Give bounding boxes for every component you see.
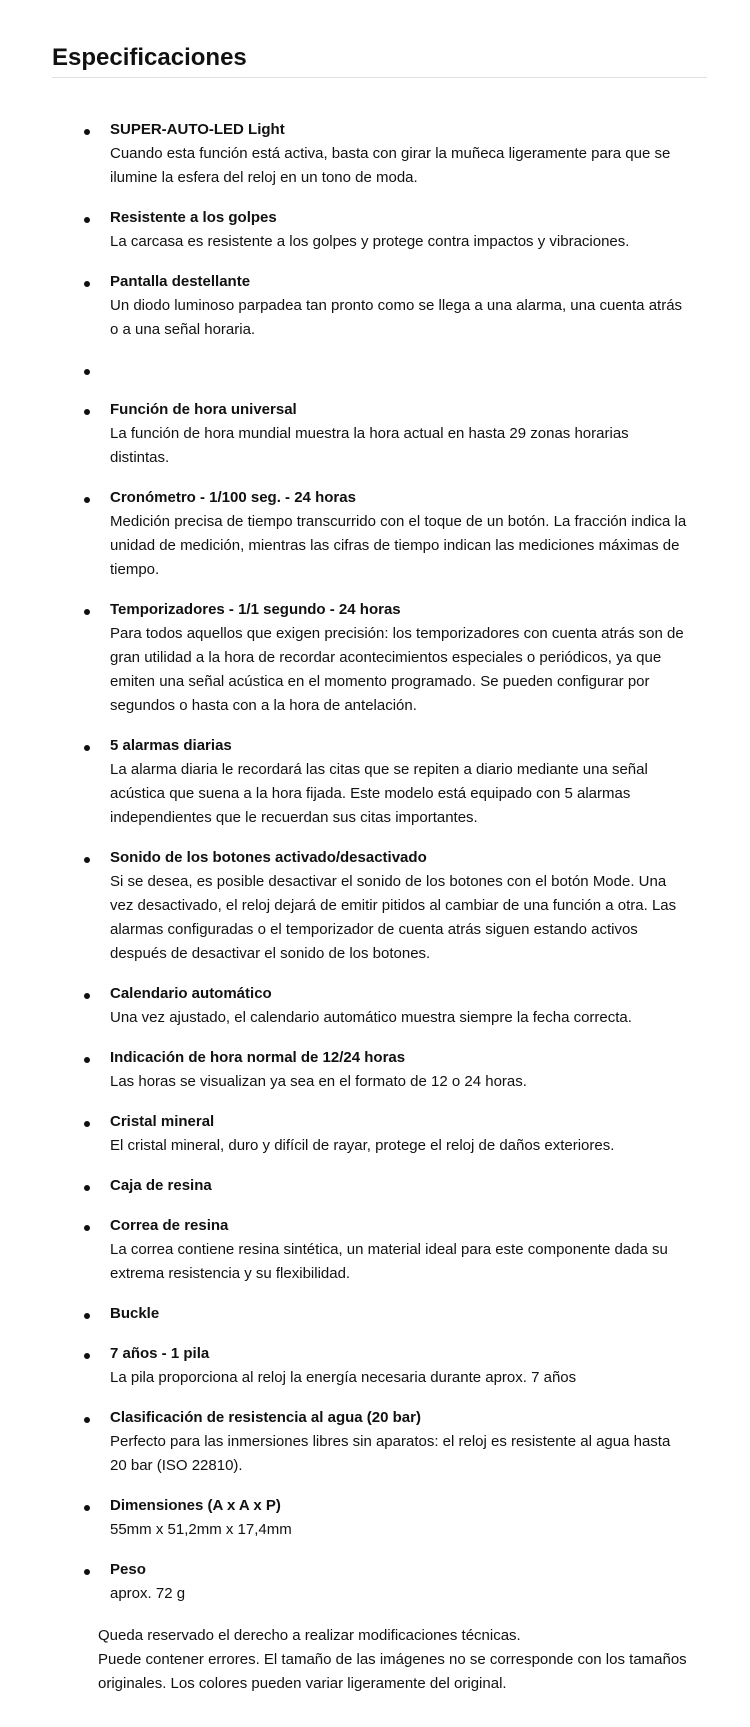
spec-title: 5 alarmas diarias (110, 737, 232, 754)
bullet-icon (84, 1185, 90, 1191)
spec-description: Para todos aquellos que exigen precisión: los temporizadores con cuenta atrás son de gran utilidad a la hora de recordar acontecimientos especiales o periódicos, ya que emiten una señal acústica en el momento programado. Se pueden configurar por segundos o hasta con a la hora de antelación. (110, 625, 684, 714)
spec-description: Medición precisa de tiempo transcurrido con el toque de un botón. La fracción indica la unidad de medición, mientras las cifras de tiempo indican las mediciones máximas de tiempo. (110, 513, 687, 578)
spec-title: Pantalla destellante (110, 273, 251, 290)
spec-item (110, 846, 690, 966)
bullet-icon (84, 1569, 90, 1575)
spec-title: Indicación de hora normal de 12/24 horas (110, 1049, 406, 1066)
title-divider (52, 77, 707, 78)
spec-item (110, 1558, 690, 1606)
spec-title: Clasificación de resistencia al agua (20 bar) (110, 1409, 421, 1426)
spec-item (110, 734, 690, 830)
spec-item (110, 398, 690, 470)
spec-item (110, 206, 690, 254)
bullet-icon (84, 409, 90, 415)
disclaimer-line-2: Puede contener errores. El tamaño de las imágenes no se corresponde con los tamaños originales. Los colores pueden variar ligeramente del original. (98, 1651, 687, 1692)
spec-item (110, 1046, 690, 1094)
spec-item (110, 118, 690, 190)
bullet-icon (84, 993, 90, 999)
spec-description: La pila proporciona al reloj la energía necesaria durante aprox. 7 años (110, 1369, 577, 1386)
spec-item (110, 486, 690, 582)
spec-title: Cristal mineral (110, 1113, 215, 1130)
spec-item (110, 270, 690, 342)
bullet-icon (84, 281, 90, 287)
spec-title: 7 años - 1 pila (110, 1345, 210, 1362)
bullet-icon (84, 497, 90, 503)
spec-title: Cronómetro - 1/100 seg. - 24 horas (110, 489, 356, 506)
spec-title: Dimensiones (A x A x P) (110, 1497, 281, 1514)
section-title: Especificaciones (52, 44, 247, 71)
spec-title: Buckle (110, 1305, 160, 1322)
spec-title: Función de hora universal (110, 401, 297, 418)
spec-title: Calendario automático (110, 985, 272, 1002)
spec-title: Temporizadores - 1/1 segundo - 24 horas (110, 601, 401, 618)
spec-item (110, 1302, 690, 1326)
spec-description: 55mm x 51,2mm x 17,4mm (110, 1521, 292, 1538)
bullet-icon (84, 745, 90, 751)
disclaimer (98, 1624, 698, 1696)
bullet-icon (84, 1313, 90, 1319)
spec-description: Cuando esta función está activa, basta con girar la muñeca ligeramente para que se ilumine la esfera del reloj en un tono de moda. (110, 145, 671, 186)
bullet-icon (84, 1057, 90, 1063)
spec-item (110, 1342, 690, 1390)
bullet-icon (84, 1353, 90, 1359)
spec-item (110, 1406, 690, 1478)
spec-title (110, 358, 690, 382)
bullet-icon (84, 1417, 90, 1423)
spec-title: Resistente a los golpes (110, 209, 277, 226)
bullet-icon (84, 217, 90, 223)
spec-item (110, 1174, 690, 1198)
specifications-list (110, 118, 690, 1622)
spec-description: Perfecto para las inmersiones libres sin aparatos: el reloj es resistente al agua hasta 20 bar (ISO 22810). (110, 1433, 671, 1474)
spec-description: La función de hora mundial muestra la hora actual en hasta 29 zonas horarias distintas. (110, 425, 629, 466)
spec-item (110, 1110, 690, 1158)
spec-item (110, 598, 690, 718)
disclaimer-line-1: Queda reservado el derecho a realizar modificaciones técnicas. (98, 1627, 521, 1644)
spec-item (110, 358, 690, 382)
bullet-icon (84, 1505, 90, 1511)
bullet-icon (84, 857, 90, 863)
spec-description: Las horas se visualizan ya sea en el formato de 12 o 24 horas. (110, 1073, 527, 1090)
spec-description: aprox. 72 g (110, 1585, 186, 1602)
bullet-icon (84, 369, 90, 375)
spec-title: Peso (110, 1561, 146, 1578)
spec-description: La alarma diaria le recordará las citas que se repiten a diario mediante una señal acústica que suena a la hora fijada. Este modelo está equipado con 5 alarmas independientes que le recuerdan sus citas importantes. (110, 761, 648, 826)
spec-title: Caja de resina (110, 1177, 212, 1194)
spec-description: La carcasa es resistente a los golpes y protege contra impactos y vibraciones. (110, 233, 630, 250)
spec-item (110, 1214, 690, 1286)
spec-item (110, 982, 690, 1030)
spec-title: SUPER-AUTO-LED Light (110, 121, 285, 138)
spec-description: Un diodo luminoso parpadea tan pronto como se llega a una alarma, una cuenta atrás o a una señal horaria. (110, 297, 683, 338)
spec-description: Si se desea, es posible desactivar el sonido de los botones con el botón Mode. Una vez desactivado, el reloj dejará de emitir pitidos al cambiar de una función a otra. Las alarmas configuradas o el temporizador de cuenta atrás siguen estando activos después de desactivar el sonido de los botones. (110, 873, 677, 962)
spec-title: Sonido de los botones activado/desactivado (110, 849, 427, 866)
bullet-icon (84, 1121, 90, 1127)
bullet-icon (84, 1225, 90, 1231)
spec-description: El cristal mineral, duro y difícil de rayar, protege el reloj de daños exteriores. (110, 1137, 615, 1154)
spec-item (110, 1494, 690, 1542)
bullet-icon (84, 609, 90, 615)
spec-description: Una vez ajustado, el calendario automático muestra siempre la fecha correcta. (110, 1009, 632, 1026)
spec-title: Correa de resina (110, 1217, 229, 1234)
spec-description: La correa contiene resina sintética, un material ideal para este componente dada su extrema resistencia y su flexibilidad. (110, 1241, 668, 1282)
bullet-icon (84, 129, 90, 135)
